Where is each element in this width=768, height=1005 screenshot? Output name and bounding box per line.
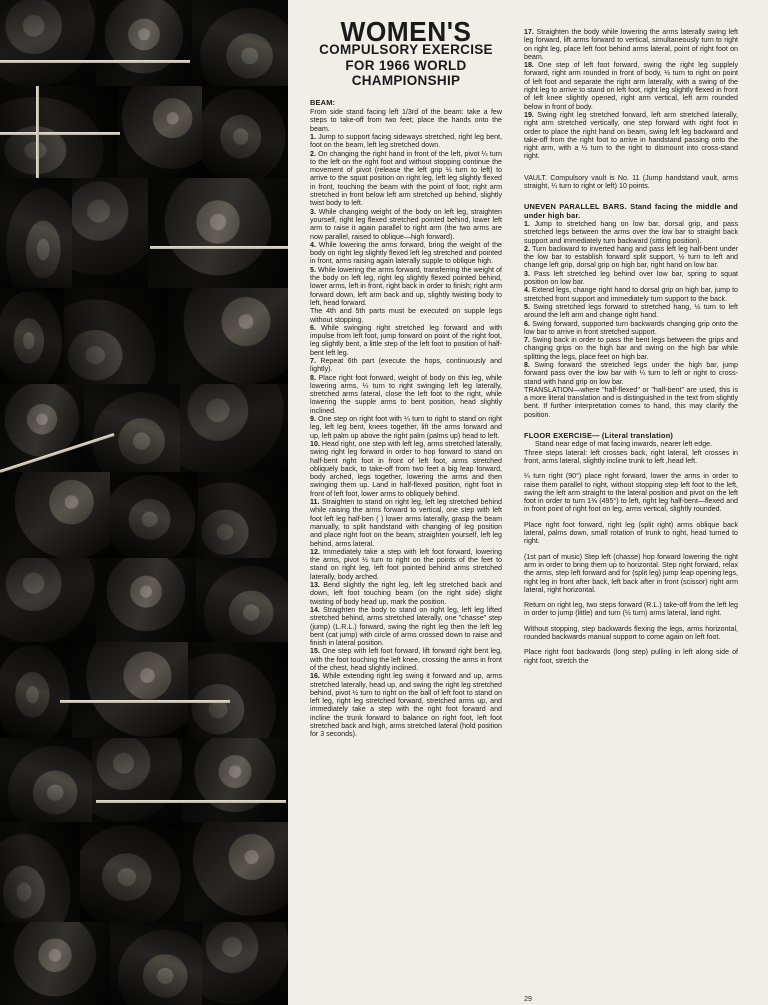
item-number: 3. [524, 269, 530, 278]
item-text: Swing forward the stretched legs under the high bar, jump forward pass over the low bar with ¼ turn to left or right to cross-stand with hand grip on low bar. [524, 360, 738, 386]
photo-collage [0, 0, 288, 1005]
gymnast-photo [110, 472, 198, 558]
beam-item [310, 415, 502, 440]
gymnast-photo [64, 288, 168, 384]
floor-para: Without stopping, step backwards flexing the legs, arms horizontal, rounded backwards manual support to come again on left foot. [524, 624, 738, 641]
beam-item [310, 498, 502, 548]
item-text: Extend legs, change right hand to dorsal grip on high bar, jump to stretched front support and immediately turn support to the back. [524, 286, 738, 303]
parallel-bar-line [0, 132, 120, 135]
beam-item [310, 133, 502, 150]
gymnast-photo [184, 822, 288, 922]
item-number: 13. [310, 581, 320, 590]
beam-intro: From side stand facing left 1/3rd of the beam: take a few steps to take-off from two feet; place the hands onto the beam. [310, 108, 502, 133]
column-left [310, 16, 502, 739]
beam-item [310, 548, 502, 581]
gymnast-photo [0, 738, 92, 822]
item-text: Pass left stretched leg behind over low bar, spring to squat position on low bar. [524, 269, 738, 287]
item-text: Repeat 6th part (execute the hops, continuously and lightly). [310, 357, 502, 374]
item-text: Immediately take a step with left foot forward, lowering the arms, pivot ½ turn to right on the points of the feet to stand on right leg, left foot pointed behind arms stretched laterally, body arched. [310, 547, 502, 581]
translation-note: TRANSLATION—where "half-flexed" or "half-bent" are used, this is a more literal translation and is distinguished in the text from slightly bent. If further interpretation comes to hand, this may clarify the position. [524, 385, 738, 419]
gymnast-photo [72, 178, 148, 288]
item-text: Swing stretched legs forward to stretched hang, ½ turn to left around the left arm and change right hand. [524, 302, 738, 320]
item-number: 4. [310, 240, 316, 249]
subtitle-line-3: CHAMPIONSHIP [351, 73, 461, 89]
bars-item [524, 220, 738, 245]
bars-heading: UNEVEN PARALLEL BARS. Stand facing the middle and under high bar. [524, 202, 738, 220]
item-number: 11. [310, 498, 320, 507]
gymnast-photo [192, 0, 288, 86]
item-number: 7. [310, 357, 316, 365]
beam-item [524, 111, 738, 161]
gymnast-photo [0, 922, 110, 1005]
bars-item [524, 270, 738, 287]
item-text: Turn backward to inverted hang and pass left leg half-bent under the low bar to establish forward split support, ½ turn to left and change left grip, dorsal grip on high bar, right hand on low bar. [524, 244, 738, 270]
gymnast-photo [180, 384, 288, 472]
floor-para: (1st part of music) Step left (chasse) hop forward lowering the right arm in order to bring them up to horizontal. Step right forward, relax the arms, step left forward and for (split leg) jump leap opening legs, right leg in front after back, left back after in front (scissor) right arm lateral, right horizontal. [524, 552, 738, 594]
gymnast-photo [96, 0, 192, 86]
gymnast-photo [96, 558, 196, 642]
bars-item [524, 286, 738, 303]
gymnast-photo [182, 738, 288, 822]
gymnast-photo [148, 178, 288, 288]
beam-note: The 4th and 5th parts must be executed on supple legs without stopping. [310, 307, 502, 324]
item-number: 10. [310, 439, 320, 448]
item-number: 6. [310, 323, 316, 332]
beam-item [310, 241, 502, 266]
bars-item [524, 336, 738, 361]
gymnast-photo [118, 86, 202, 178]
beam-item [524, 61, 738, 111]
item-number: 17. [524, 28, 534, 36]
item-text: Jump to stretched hang on low bar, dorsal grip, and pass stretched legs between the arms over the low bar to straight back support and immediately turn backward (sitting position). [524, 219, 738, 245]
item-text: Swing back in order to pass the bent legs between the grips and changing grips on the high bar and swing on the high bar while splitting the legs, place feet on high bar. [524, 336, 738, 361]
item-number: 14. [310, 605, 320, 614]
item-number: 2. [310, 149, 316, 158]
gymnast-photo [202, 86, 288, 178]
beam-item [310, 266, 502, 307]
item-text: While changing weight of the body on left leg, straighten yourself, right leg flexed stretched pointed behind, lower left arm to raise it again parallel to right arm (the two arms are now parallel, raised to oblique—high forward). [310, 207, 502, 241]
bars-item [524, 320, 738, 337]
item-number: 8. [310, 373, 316, 382]
gymnast-photo [168, 288, 288, 384]
item-text: Bend slightly the right leg, left leg stretched back and down, left foot touching beam (on the right side) slight twisting of body head up, mark the position. [310, 581, 502, 606]
gymnast-photo [0, 288, 64, 384]
item-number: 5. [524, 302, 530, 311]
page-title: WOMEN'S [340, 16, 472, 47]
beam-item [310, 672, 502, 738]
title-block [310, 16, 502, 89]
item-text: Place right foot forward, weight of body on this leg, while lowering arms, ¼ turn to right swinging left leg laterally, stretched arms lateral, close the left foot to the right, while lowering the supple arms to bent position, head slightly inclined. [310, 373, 502, 415]
item-number: 6. [524, 319, 530, 328]
subtitle-line-2: FOR 1966 WORLD [345, 57, 467, 73]
beam-heading: BEAM: [310, 97, 336, 107]
bars-item [524, 245, 738, 270]
gymnast-photo [84, 384, 180, 472]
item-text: While swinging right stretched leg forward and with impulse from left foot, jump forward on point of the right foot, leg slightly bent, a little step of the left foot to position of half-bent left leg. [310, 323, 502, 357]
beam-item [310, 150, 502, 208]
item-text: Straighten to stand on right leg, left leg stretched behind while raising the arms forward to vertical, one step with left foot left leg half-ben ( ) lower arms laterally, grasp the beam manually, to split handstand with changing of leg position and place right foot on the beam, straighten yourself, left leg behind, arms lateral. [310, 498, 502, 548]
article-text [288, 0, 768, 1005]
beam-item [310, 357, 502, 374]
beam-item [310, 324, 502, 357]
item-text: While lowering the arms forward, transferring the weight of the body on left leg, right leg slightly flexed pointed behind, lower arms, left in front, right back in order to finish; right arm forward down, left arm back and up, slightly twisting body to left, head forward. [310, 265, 502, 307]
item-text: While extending right leg swing it forward and up, arms stretched laterally, head up, and swing the right leg stretched behind, pivot ½ turn to right on the ball of left foot to stand on left leg, right leg stretched forward, stretched arms up, and immediately take a step with the right foot forward and incline the trunk forward to balance on right foot, left foot stretched back and high, arms stretched lateral (hold position for 3 seconds). [310, 672, 502, 739]
floor-heading: FLOOR EXERCISE— (Literal translation) [524, 431, 674, 441]
item-number: 19. [524, 110, 534, 119]
item-text: While lowering the arms forward, bring the weight of the body on right leg slightly flexed left leg stretched and pointed in front, arms raising again laterally supple to oblique high. [310, 240, 502, 266]
item-number: 7. [524, 336, 530, 345]
item-number: 1. [310, 132, 316, 141]
item-number: 9. [310, 415, 316, 424]
item-text: Jump to support facing sideways stretched, right leg bent, foot on the beam, left leg stretched down. [310, 132, 502, 150]
item-number: 3. [310, 207, 316, 216]
beam-line [60, 700, 230, 703]
gymnast-photo [188, 642, 288, 738]
beam-line [96, 800, 286, 803]
item-text: Swing right leg stretched forward, left arm stretched laterally, right arm stretched vertically, one step forward with right foot in order to place the right hand on beam, swing left leg backward and take-off from the right foot to arrive in handstand passing onto the right arm, with a ½ turn to the right to dismount into cross-stand right. [524, 110, 738, 161]
item-number: 15. [310, 647, 320, 656]
gymnast-photo [92, 738, 182, 822]
item-number: 4. [524, 286, 530, 295]
item-text: Swing forward, supported turn backwards changing grip onto the low bar to arrive in front stretched support. [524, 319, 738, 336]
item-number: 18. [524, 61, 534, 70]
beam-item [310, 647, 502, 672]
beam-item [310, 606, 502, 647]
item-text: Straighten the body to stand on right leg, left leg lifted stretched behind, arms stretched laterally, one "chasse" step (jump) (L.R.L.) forward, swing the right leg then the left leg bent (cat jump) with circle of arms crossed down to raise and finish in lateral position. [310, 605, 502, 648]
floor-para: ¼ turn right (90°) place right forward, lower the arms in order to raise them parallel to right, without stopping step left foot to the left, swing the left arm straight to the lateral position and pivot on the left foot in order to turn 1⅜ (495°) to left, right leg half-bent—flexed and in front point of right foot on leg, arms vertical, slightly rounded. [524, 472, 738, 514]
item-text: One step with left foot forward, lift forward right bent leg, with the foot touching the left knee, crossing the arms in front of the chest, head slightly inclined. [310, 647, 502, 672]
vault-section: VAULT. Compulsory vault is No. 11 (Jump handstand vault, arms straight, ¼ turn to right or left) 10 points. [524, 173, 738, 191]
item-number: 1. [524, 219, 530, 228]
item-number: 16. [310, 672, 320, 681]
page-number: 29 [524, 996, 532, 1003]
item-text: Head right, one step with left leg, arms stretched laterally, swing right leg forward in order to hop forward to stand on half-bent right foot in front of left foot, arms stretched obliquely back, to take-off from two feet a big leap forward, body arched, legs together, lowering the arms and then swinging them up. Land in half-flexed position, right foot in front of left foot, lower arms to obliquely behind. [310, 439, 502, 498]
item-text: One step of left foot forward, swing the right leg supplely forward, right arm rounded in front of body, ½ turn to right on point of left foot and separate the right arm laterally, with a swing of the right leg to arrive to stand on left foot, right leg slightly flexed in front of left knee slightly opened, right arm vertical, left arm rounded below in front of body. [524, 61, 738, 111]
item-number: 8. [524, 360, 530, 369]
beam-item [310, 440, 502, 498]
beam-item [310, 374, 502, 415]
beam-item [524, 28, 738, 61]
item-text: Straighten the body while lowering the arms laterally swing left leg forward, lift arms forward to vertical, simultaneously turn to right on right leg, place left foot behind arms lateral, point of right foot on beam. [524, 28, 738, 61]
gymnast-photo [0, 472, 110, 558]
bars-item [524, 361, 738, 386]
floor-para: Three steps lateral: left crosses back, right lateral, left crosses in front, arms lateral, slightly incline trunk to left ,head left. [524, 448, 738, 465]
item-number: 5. [310, 265, 316, 274]
item-text: On changing the right hand in front of the left, pivot ¼ turn to the left on the right foot and without stopping continue the movement of pivot (release the left grip ½ turn to left) to arrive to the squat position on right leg, left leg slightly flexed in front, touching the beam with the point of foot; right arm stretched in front below left arm stretched up behind, slightly twist body to left. [310, 149, 502, 208]
beam-item [310, 208, 502, 241]
gymnast-photo [0, 178, 72, 288]
gymnast-photo [202, 922, 288, 1005]
column-right [524, 28, 738, 665]
gymnast-photo [198, 472, 288, 558]
item-number: 2. [524, 244, 530, 253]
gymnast-photo [0, 642, 72, 738]
floor-para: Stand near edge of mat facing inwards, nearer left edge. [535, 440, 713, 449]
floor-para: Place right foot backwards (long step) pulling in left along side of right foot, stretch the [524, 648, 738, 665]
beam-item [310, 581, 502, 606]
gymnast-photo [0, 822, 80, 922]
subtitle-line-1: COMPULSORY EXERCISE [319, 42, 493, 58]
bar-upright [36, 86, 39, 178]
gymnast-photo [80, 822, 184, 922]
gymnast-photo [110, 922, 202, 1005]
item-number: 12. [310, 547, 320, 556]
floor-para: Place right foot forward, right leg (split right) arms oblique back lateral, palms down, small rotation of trunk to right, head turned to right. [524, 520, 738, 546]
item-text: One step on right foot with ¼ turn to right to stand on right leg, left leg bent, knees together, lift the arms forward and up, left palm up above the right palm (palms up) head to left. [310, 415, 502, 440]
floor-para: Return on right leg, two steps forward (R.L.) take-off from the left leg in order to jump (little) and turn (½ turn) arms lateral, land right. [524, 601, 738, 618]
gymnast-photo [196, 558, 288, 642]
gymnast-photo [72, 642, 188, 738]
gymnast-photo [0, 0, 96, 86]
parallel-bar-line [0, 60, 190, 63]
beam-line [150, 246, 288, 249]
gymnast-photo [0, 558, 96, 642]
bars-item [524, 303, 738, 320]
